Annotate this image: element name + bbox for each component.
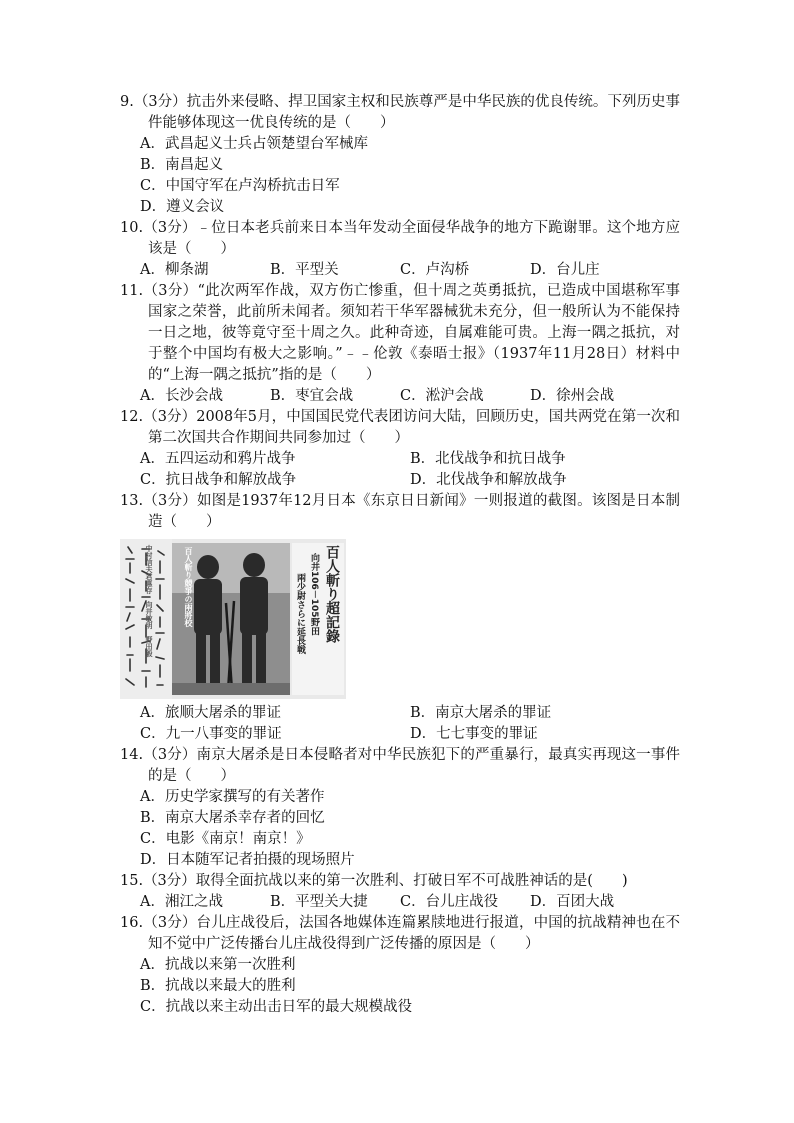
question-15 xyxy=(120,871,680,913)
score-line: 向井106－105野田 xyxy=(309,553,319,636)
question-stem: （3分）如图是1937年12月日本《东京日日新闻》一则报道的截图。该图是日本制造（ ） xyxy=(143,493,680,530)
subheadline: 兩少尉さらに延長戦 xyxy=(295,573,305,654)
option-b: B．抗战以来最大的胜利 xyxy=(140,978,296,994)
option-c: C．台儿庄战役 xyxy=(400,894,499,910)
option-b: B．平型关 xyxy=(270,262,339,278)
question-9 xyxy=(120,92,680,218)
question-number: 15. xyxy=(120,873,144,889)
question-number: 14. xyxy=(120,747,144,763)
option-c: C．九一八事变的罪证 xyxy=(140,726,282,742)
option-c: C．电影《南京！南京！》 xyxy=(140,831,311,847)
question-stem: （3分）“此次两军作战，双方伤亡惨重，但十周之英勇抵抗，已造成中国堪称军事国家之荣誉，此前所未闻者。须知若干华军器械犹未充分，但一般所认为不能保持一日之地，彼等竟守至十周之久。此种奇迹，自属难能可贵。上海一隅之抵抗，对于整个中国均有极大之影响。”﹣﹣伦敦《泰晤士报》（1937年11月28日）材料中的“上海一隅之抵抗”指的是（ ） xyxy=(143,283,680,383)
option-c: C．抗战以来主动出击日军的最大规模战役 xyxy=(140,999,413,1015)
question-number: 12. xyxy=(120,409,144,425)
option-b: B．北伐战争和抗日战争 xyxy=(410,451,566,467)
question-12 xyxy=(120,407,680,491)
photo-caption: 百人斬り競爭の兩將校 xyxy=(184,547,193,627)
option-b: B．枣宜会战 xyxy=(270,388,354,404)
question-stem: （3分）取得全面抗战以来的第一次胜利、打破日军不可战胜神话的是( ) xyxy=(143,873,628,889)
option-c: C．淞沪会战 xyxy=(400,388,484,404)
question-number: 10. xyxy=(120,220,144,236)
option-d: D．七七事变的罪证 xyxy=(410,726,538,742)
newspaper-clipping-image xyxy=(120,539,346,699)
option-a: A．历史学家撰写的有关著作 xyxy=(140,789,325,805)
option-c: C．中国守军在卢沟桥抗击日军 xyxy=(140,178,340,194)
question-stem: （3分）台儿庄战役后，法国各地媒体连篇累牍地进行报道，中国的抗战精神也在不知不觉中广泛传播台儿庄战役得到广泛传播的原因是（ ） xyxy=(143,915,680,952)
question-number: 9. xyxy=(120,94,134,110)
option-b: B．南昌起义 xyxy=(140,157,224,173)
option-d: D．徐州会战 xyxy=(530,388,615,404)
option-a: A．五四运动和鸦片战争 xyxy=(140,451,296,467)
question-11 xyxy=(120,281,680,407)
question-stem: （3分）﹣位日本老兵前来日本当年发动全面侵华战争的地方下跪谢罪。这个地方应该是（ ） xyxy=(143,220,680,257)
option-d: D．台儿庄 xyxy=(530,262,600,278)
option-a: A．抗战以来第一次胜利 xyxy=(140,957,296,973)
question-number: 11. xyxy=(120,283,144,299)
question-10 xyxy=(120,218,680,281)
question-number: 13. xyxy=(120,493,144,509)
question-stem: （3分）2008年5月，中国国民党代表团访问大陆，回顾历史，国共两党在第一次和第二次国共合作期间共同参加过（ ） xyxy=(143,409,680,446)
exam-page xyxy=(120,92,680,1018)
option-a: A．武昌起义士兵占领楚望台军械库 xyxy=(140,136,368,152)
calligraphy-text: 中村信夫君惠存 向井敏明 野田毅 xyxy=(145,545,153,657)
newspaper-headline-column xyxy=(292,543,344,695)
option-a: A．湘江之战 xyxy=(140,894,223,910)
option-c: C．抗日战争和解放战争 xyxy=(140,472,297,488)
question-number: 16. xyxy=(120,915,144,931)
option-b: B．平型关大捷 xyxy=(270,894,368,910)
question-stem: （3分）南京大屠杀是日本侵略者对中华民族犯下的严重暴行，最真实再现这一事件的是（ ） xyxy=(143,747,680,784)
option-a: A．旅顺大屠杀的罪证 xyxy=(140,705,281,721)
question-13 xyxy=(120,491,680,745)
question-14 xyxy=(120,745,680,871)
option-d: D．日本随军记者拍摄的现场照片 xyxy=(140,852,355,868)
question-16 xyxy=(120,913,680,1018)
option-d: D．北伐战争和解放战争 xyxy=(410,472,567,488)
headline: 百人斬り超記錄 xyxy=(324,545,340,643)
option-b: B．南京大屠杀的罪证 xyxy=(410,705,552,721)
option-d: D．遵义会议 xyxy=(140,199,225,215)
option-a: A．柳条湖 xyxy=(140,262,209,278)
option-d: D．百团大战 xyxy=(530,894,615,910)
option-b: B．南京大屠杀幸存者的回忆 xyxy=(140,810,325,826)
option-a: A．长沙会战 xyxy=(140,388,223,404)
question-stem: （3分）抗击外来侵略、捍卫国家主权和民族尊严是中华民族的优良传统。下列历史事件能够体现这一优良传统的是（ ） xyxy=(133,94,680,131)
option-c: C．卢沟桥 xyxy=(400,262,470,278)
